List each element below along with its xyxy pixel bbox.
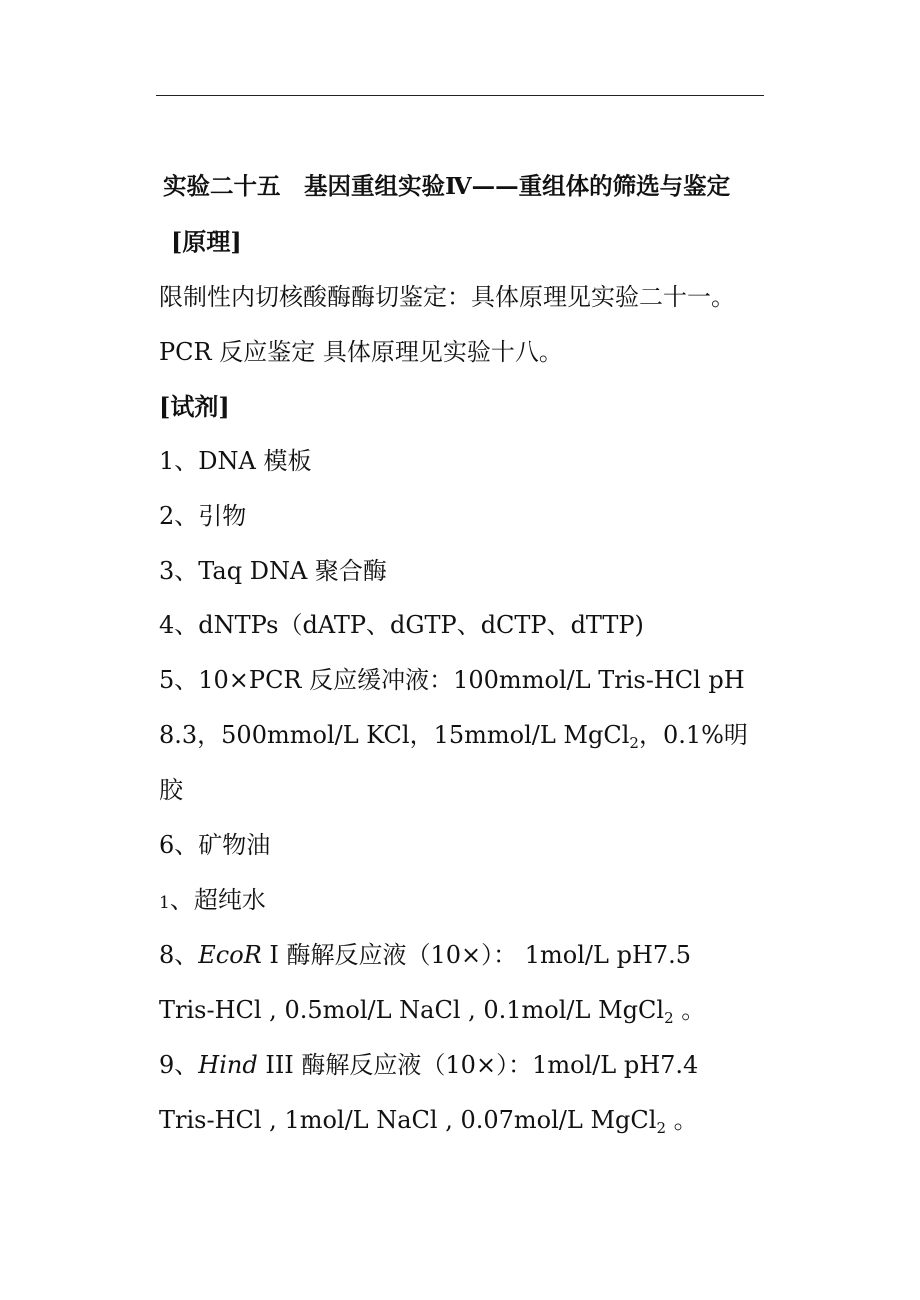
- subscript: 2: [656, 1119, 666, 1137]
- item9-line2-text: Tris-HCl , 1mol/L NaCl , 0.07mol/L MgCl: [159, 1106, 657, 1134]
- reagent-item: 4、dNTPs（dATP、dGTP、dCTP、dTTP): [159, 611, 644, 639]
- reagent-item-continuation: [159, 720, 748, 750]
- item5-line2-tail: ，0.1%明: [638, 721, 748, 749]
- reagent-item: 5、10×PCR 反应缓冲液：100mmol/L Tris-HCl pH: [159, 666, 745, 694]
- reagent-item: 3、Taq DNA 聚合酶: [159, 557, 387, 585]
- item8-enzyme-name: EcoR: [198, 941, 262, 969]
- reagent-item-continuation: [159, 995, 705, 1025]
- item8-rest: I 酶解反应液（10×）： 1mol/L pH7.5: [261, 941, 692, 969]
- reagents-heading: [试剂]: [159, 392, 230, 421]
- principle-line: PCR 反应鉴定 具体原理见实验十八。: [159, 338, 563, 366]
- item9-rest: III 酶解反应液（10×）：1mol/L pH7.4: [257, 1051, 699, 1079]
- item5-line2-text: 8.3，500mmol/L KCl，15mmol/L MgCl: [159, 721, 630, 749]
- reagent-item: 1、DNA 模板: [159, 447, 312, 475]
- subscript: 2: [629, 734, 639, 752]
- item9-line2-tail: 。: [665, 1106, 698, 1134]
- item9-prefix: 9、: [159, 1051, 199, 1079]
- reagent-item: [159, 885, 266, 918]
- principle-heading: [原理]: [171, 227, 242, 256]
- page-title: 实验二十五 基因重组实验Ⅳ——重组体的筛选与鉴定: [163, 172, 731, 200]
- reagent-item: [159, 940, 691, 970]
- item9-enzyme-name: Hind: [198, 1051, 258, 1079]
- principle-line: 限制性内切核酸酶酶切鉴定：具体原理见实验二十一。: [159, 283, 735, 311]
- reagent-item-continuation: 胶: [159, 776, 183, 804]
- reagent-item: [159, 1050, 698, 1080]
- item8-line2-text: Tris-HCl , 0.5mol/L NaCl , 0.1mol/L MgCl: [159, 996, 665, 1024]
- reagent-item-continuation: [159, 1105, 698, 1135]
- item8-line2-tail: 。: [673, 996, 706, 1024]
- header-rule: [156, 95, 764, 96]
- item7-text: 、超纯水: [169, 886, 266, 914]
- item8-prefix: 8、: [159, 941, 199, 969]
- reagent-item: 2、引物: [159, 502, 247, 530]
- item7-number: 1: [159, 893, 170, 913]
- subscript: 2: [664, 1009, 674, 1027]
- reagent-item: 6、矿物油: [159, 831, 271, 859]
